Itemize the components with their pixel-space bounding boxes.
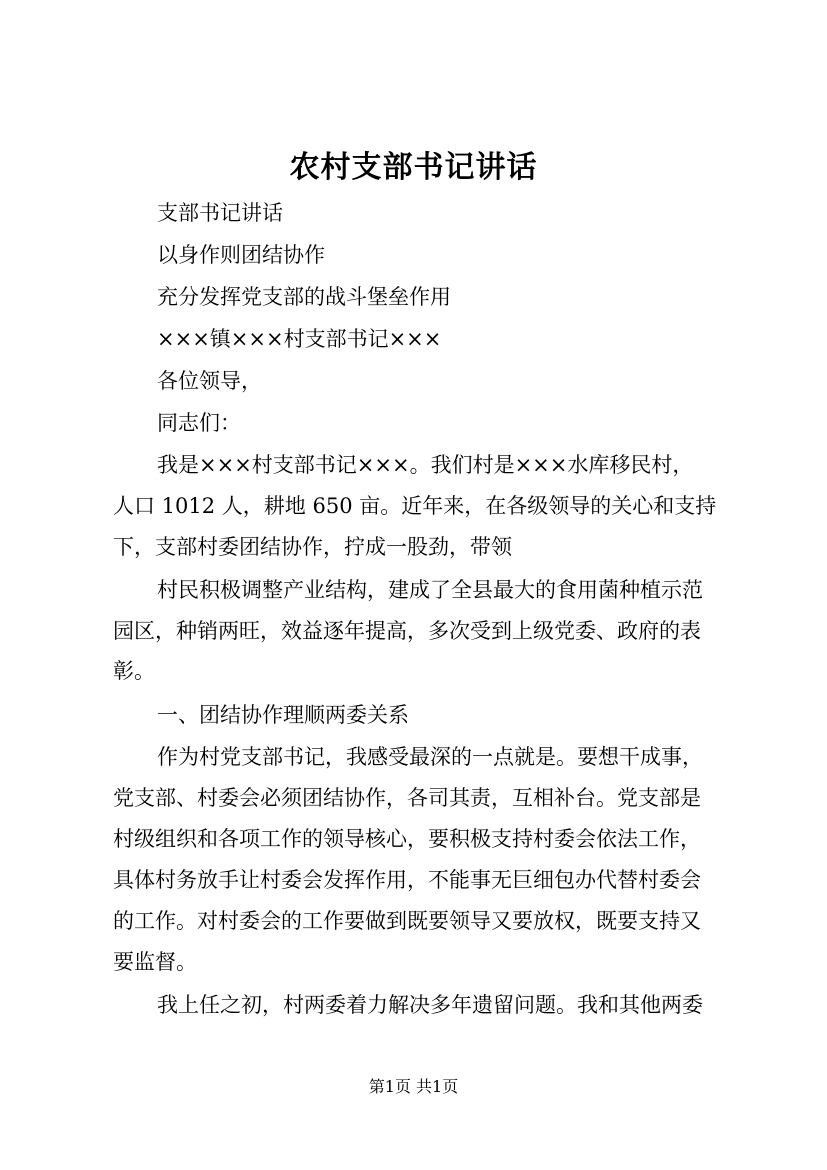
page-footer: 第1页 共1页 bbox=[368, 1077, 459, 1096]
section-heading: 一、团结协作理顺两委关系 bbox=[157, 703, 409, 727]
paragraph-line: 村民积极调整产业结构，建成了全县最大的食用菌种植示范 bbox=[157, 578, 703, 602]
paragraph-line: 具体村务放手让村委会发挥作用，不能事无巨细包办代替村委会 bbox=[113, 868, 701, 892]
paragraph-line: 作为村党支部书记，我感受最深的一点就是。要想干成事， bbox=[157, 745, 703, 769]
text-line: ×××镇×××村支部书记××× bbox=[157, 327, 442, 351]
paragraph-line: 党支部、村委会必须团结协作，各司其责，互相补台。党支部是 bbox=[113, 786, 701, 810]
text-line: 支部书记讲话 bbox=[157, 201, 283, 225]
document-title: 农村支部书记讲话 bbox=[289, 150, 538, 185]
paragraph-line: 我是×××村支部书记×××。我们村是×××水库移民村， bbox=[157, 453, 694, 477]
paragraph-line: 我上任之初，村两委着力解决多年遗留问题。我和其他两委 bbox=[157, 993, 703, 1017]
text-line: 充分发挥党支部的战斗堡垒作用 bbox=[157, 285, 451, 309]
paragraph-line: 园区，种销两旺，效益逐年提高，多次受到上级党委、政府的表 bbox=[113, 619, 701, 643]
text-line: 以身作则团结协作 bbox=[157, 243, 325, 267]
paragraph-line: 要监督。 bbox=[113, 950, 197, 974]
salutation-line: 同志们： bbox=[157, 411, 241, 435]
paragraph-line: 彰。 bbox=[113, 659, 155, 683]
paragraph-line: 村级组织和各项工作的领导核心，要积极支持村委会依法工作， bbox=[113, 827, 701, 851]
salutation-line: 各位领导， bbox=[157, 369, 262, 393]
paragraph-line: 的工作。对村委会的工作要做到既要领导又要放权，既要支持又 bbox=[113, 909, 701, 933]
paragraph-line: 人口 1012 人，耕地 650 亩。近年来，在各级领导的关心和支持 bbox=[113, 494, 717, 518]
paragraph-line: 下，支部村委团结协作，拧成一股劲，带领 bbox=[113, 535, 512, 559]
